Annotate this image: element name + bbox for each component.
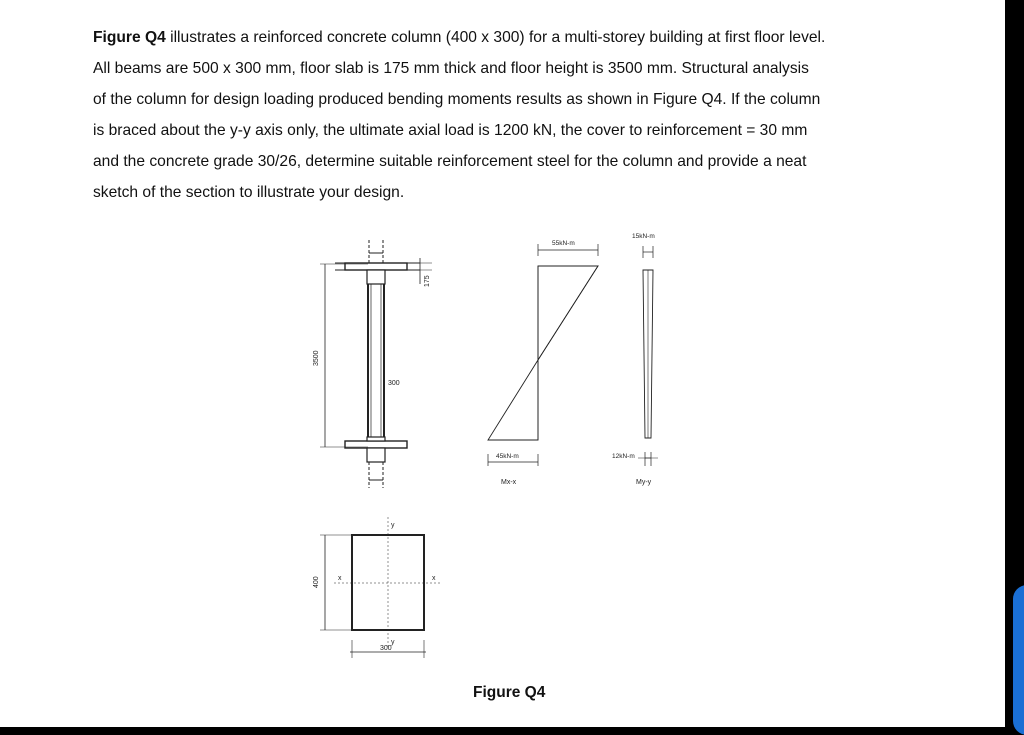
question-line-5: and the concrete grade 30/26, determine suitable reinforcement steel for the column and provide a neat	[93, 153, 807, 170]
my-moment-diagram	[638, 246, 658, 466]
my-top-moment-label: 15kN-m	[632, 233, 655, 240]
mx-diagram-label: Mx-x	[501, 479, 517, 486]
mx-bottom-triangle	[488, 360, 538, 440]
height-dimension-label: 3500	[313, 350, 320, 366]
top-beam-stub	[367, 270, 385, 284]
axis-y-bottom-label: y	[391, 639, 395, 646]
axis-x-left-label: x	[338, 575, 342, 582]
mx-top-triangle	[538, 266, 598, 360]
figure-caption: Figure Q4	[473, 684, 546, 701]
question-line-4: is braced about the y-y axis only, the ultimate axial load is 1200 kN, the cover to reinforcement = 30 mm	[93, 122, 808, 139]
axis-y-top-label: y	[391, 522, 395, 529]
question-line-1: Figure Q4 illustrates a reinforced concrete column (400 x 300) for a multi-storey building at first floor level.	[93, 29, 826, 46]
column-cross-section	[320, 517, 440, 658]
my-diagram-label: My-y	[636, 479, 652, 486]
section-depth-label: 400	[313, 576, 320, 588]
mx-moment-diagram	[488, 244, 598, 466]
column-width-label: 300	[388, 380, 400, 387]
my-bottom-moment-label: 12kN-m	[612, 453, 635, 460]
scrollbar-thumb[interactable]	[1013, 585, 1024, 735]
mx-bottom-moment-label: 45kN-m	[496, 453, 519, 460]
mx-top-moment-label: 55kN-m	[552, 240, 575, 247]
slab-dimension-label: 175	[424, 275, 431, 287]
column-elevation	[320, 240, 432, 488]
question-line-6: sketch of the section to illustrate your design.	[93, 184, 405, 201]
axis-x-right-label: x	[432, 575, 436, 582]
section-width-label: 300	[380, 645, 392, 652]
question-line-3: of the column for design loading produced bending moments results as shown in Figure Q4. If the column	[93, 91, 821, 108]
question-line-2: All beams are 500 x 300 mm, floor slab is 175 mm thick and floor height is 3500 mm. Structural analysis	[93, 60, 809, 77]
figure-reference: Figure Q4	[93, 29, 166, 46]
